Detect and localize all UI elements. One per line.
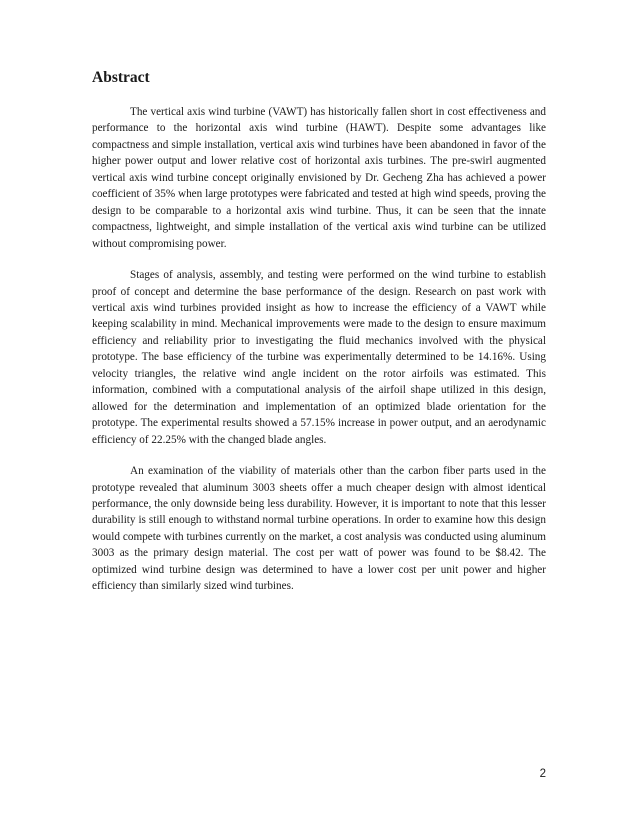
paragraph-3: An examination of the viability of materials other than the carbon fiber parts used in the prototype revealed that aluminum 3003 sheets offer a much cheaper design with almost identical performance, the only downside being less durability. However, it is important to note that this lesser durability is still enough to withstand normal turbine operations. In order to examine how this design would compete with turbines currently on the market, a cost analysis was conducted using aluminum 3003 as the primary design material. The cost per watt of power was found to be $8.42. The optimized wind turbine design was determined to have a lower cost per unit power and higher efficiency than similarly sized wind turbines. xyxy=(92,465,546,593)
abstract-heading: Abstract xyxy=(92,69,150,86)
page-number: 2 xyxy=(539,768,546,780)
abstract-body xyxy=(92,104,546,610)
paragraph-2: Stages of analysis, assembly, and testing were performed on the wind turbine to establish proof of concept and determine the base performance of the design. Research on past work with vertical axis wind turbines provided insight as how to increase the efficiency of a VAWT while keeping scalability in mind. Mechanical improvements were made to the design to ensure maximum efficiency and reliability prior to investigating the fluid mechanics involved with the physical prototype. The base efficiency of the turbine was experimentally determined to be 14.16%. Using velocity triangles, the relative wind angle incident on the rotor airfoils was estimated. This information, combined with a computational analysis of the airfoil shape utilized in this design, allowed for the determination and implementation of an optimized blade orientation for the prototype. The experimental results showed a 57.15% increase in power output, and an aerodynamic efficiency of 22.25% with the changed blade angles. xyxy=(92,269,546,446)
paragraph-1: The vertical axis wind turbine (VAWT) has historically fallen short in cost effectiveness and performance to the horizontal axis wind turbine (HAWT). Despite some advantages like compactness and simple installation, vertical axis wind turbines have been abandoned in favor of the higher power output and lower relative cost of horizontal axis turbines. The pre-swirl augmented vertical axis wind turbine concept originally envisioned by Dr. Gecheng Zha has achieved a power coefficient of 35% when large prototypes were fabricated and tested at high wind speeds, proving the design to be comparable to a horizontal axis wind turbine. Thus, it can be seen that the innate compactness, lightweight, and simple installation of the vertical axis wind turbine can be utilized without compromising power. xyxy=(92,106,546,250)
